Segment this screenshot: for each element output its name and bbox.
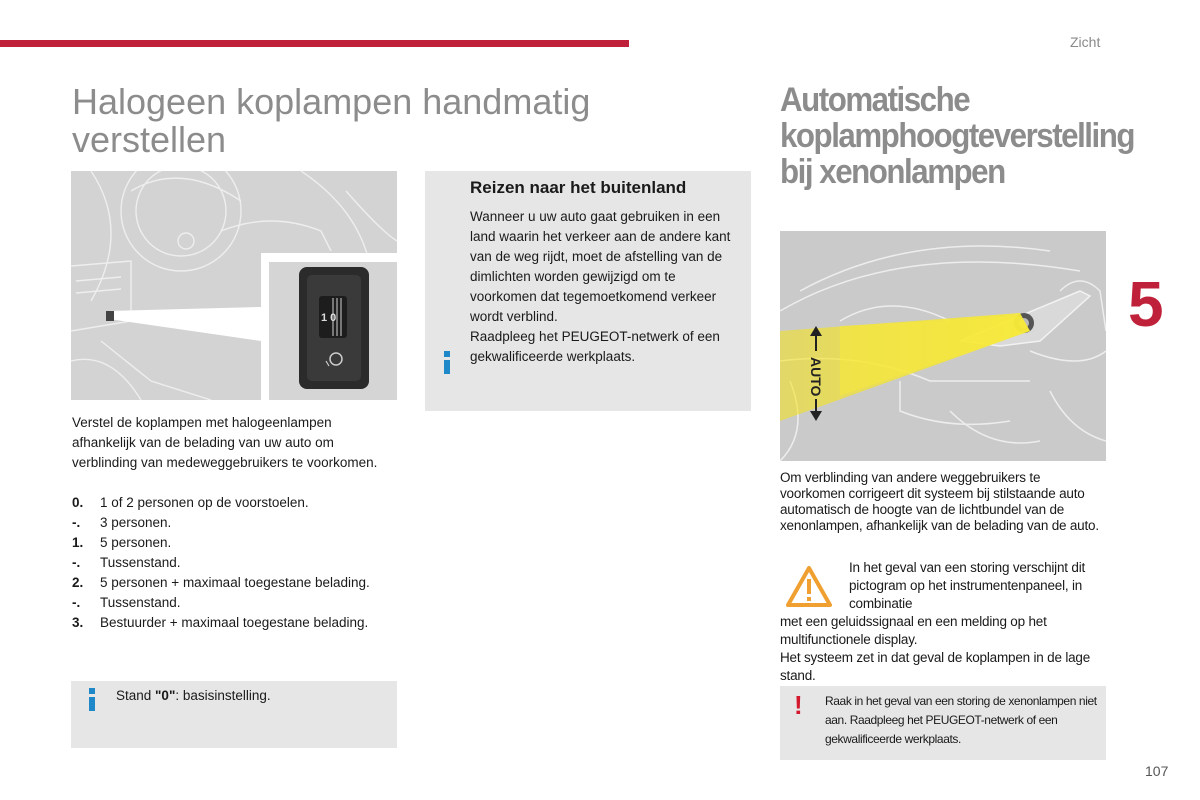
switch-label: 1 0 <box>321 312 337 324</box>
basic-setting-text: Stand "0": basisinstelling. <box>116 688 271 703</box>
info-icon <box>89 697 95 711</box>
warning-text-continued: met een geluidssignaal en een melding op het multifunctionele display. Het systeem zet in dat geval de koplampen in de lage stand. <box>780 614 1091 683</box>
chapter-number: 5 <box>1128 268 1164 340</box>
list-item: 0. 1 of 2 personen op de voorstoelen. <box>72 495 309 510</box>
top-accent-bar <box>0 40 629 47</box>
travel-box-title: Reizen naar het buitenland <box>470 178 687 197</box>
xenon-description: Om verblinding van andere weggebruikers te voorkomen corrigeert dit systeem bij stilstaande auto automatisch de hoogte van de lichtbundel van de xenonlampen, afhankelijk van de belading van de auto. <box>780 470 1099 533</box>
list-item: -. Tussenstand. <box>72 595 181 610</box>
page-number: 107 <box>1145 763 1169 779</box>
list-item: -. 3 personen. <box>72 515 172 530</box>
section-label: Zicht <box>1070 34 1101 50</box>
left-title: Halogeen koplampen handmatig verstellen <box>72 81 591 160</box>
travel-box-text: Wanneer u uw auto gaat gebruiken in een land waarin het verkeer aan de andere kant van de weg rijdt, moet de afstelling van de dimlichten worden gewijzigd om te voorkomen dat tegemoetkomend verkeer wordt verblind. Raadpleeg het PEUGEOT-netwerk of een gekwalificeerde werkplaats. <box>470 209 731 364</box>
dashboard-switch-illustration <box>71 171 397 400</box>
exclamation-icon: ! <box>794 690 803 720</box>
info-icon <box>444 360 450 374</box>
list-item: 3. Bestuurder + maximaal toegestane belading. <box>72 615 369 630</box>
xenon-headlamp-illustration <box>780 231 1106 461</box>
list-item: 2. 5 personen + maximaal toegestane belading. <box>72 575 370 590</box>
load-steps-list <box>72 493 392 633</box>
warning-text: In het geval van een storing verschijnt dit pictogram op het instrumentenpaneel, in combinatie <box>849 560 1086 611</box>
right-title: Automatische koplamphoogteverstelling bij xenonlampen <box>780 81 1134 191</box>
alert-text: Raak in het geval van een storing de xenonlampen niet aan. Raadpleeg het PEUGEOT-netwerk of een gekwalificeerde werkplaats. <box>825 694 1097 746</box>
list-item: 1. 5 personen. <box>72 535 172 550</box>
intro-paragraph: Verstel de koplampen met halogeenlampen afhankelijk van de belading van uw auto om verblinding van medeweggebruikers te voorkomen. <box>72 415 378 470</box>
list-item: -. Tussenstand. <box>72 555 181 570</box>
warning-triangle-icon <box>786 565 832 607</box>
auto-label: AUTO <box>808 357 824 397</box>
